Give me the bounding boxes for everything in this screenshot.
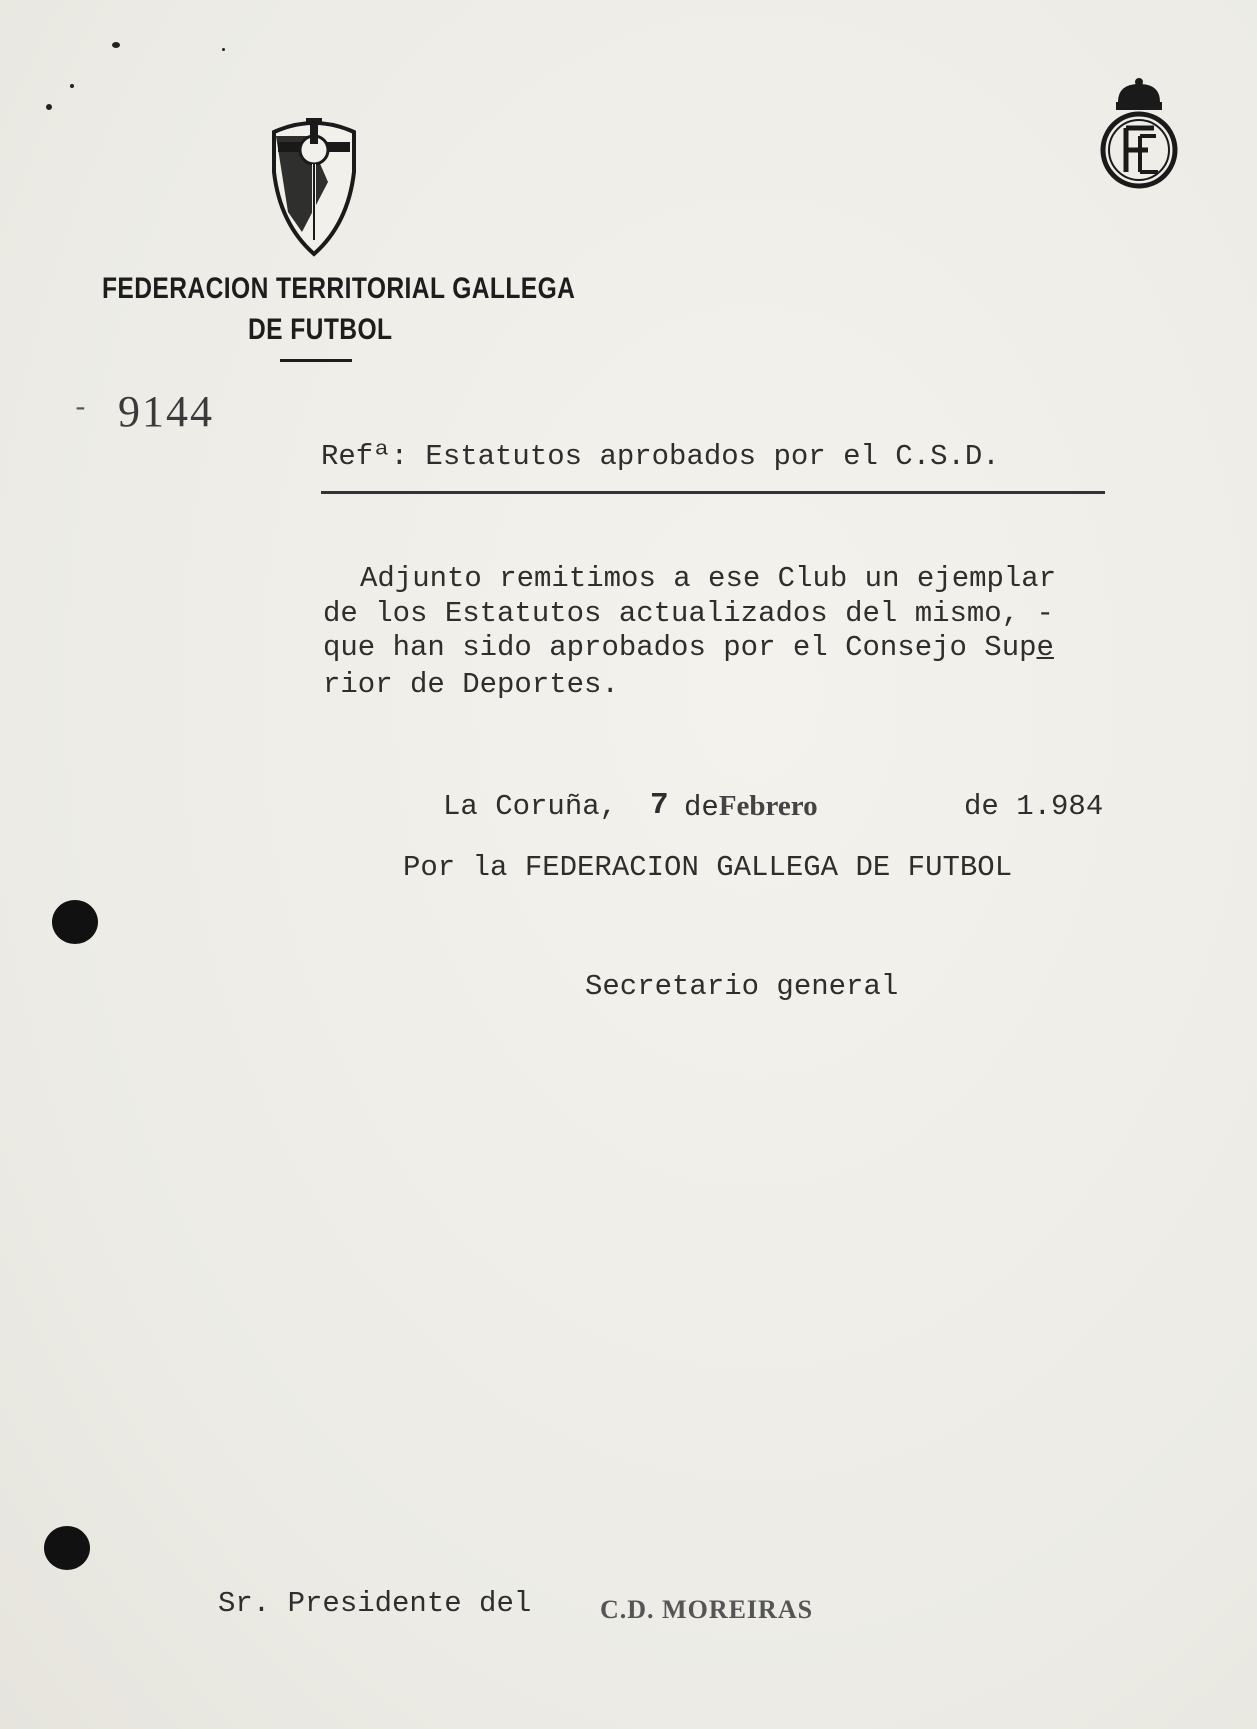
punch-hole (44, 1526, 90, 1570)
file-number-dash: - (72, 394, 89, 425)
signature-title: Secretario general (585, 970, 899, 1003)
letterhead-divider (280, 359, 352, 362)
body-line-underlined-char: e (1036, 631, 1054, 664)
date-day: 7 (650, 788, 669, 823)
reference-underline (321, 491, 1105, 494)
letterhead-subtitle: DE FUTBOL (248, 313, 393, 346)
addressee-prefix: Sr. Presidente del (218, 1587, 532, 1620)
date-place: La Coruña, (443, 790, 618, 823)
galician-federation-shield-icon (268, 112, 360, 258)
ink-speck (46, 104, 52, 110)
body-line-text: que han sido aprobados por el Consejo Sup (323, 631, 1037, 664)
ink-speck (222, 48, 225, 51)
date-month: Febrero (718, 790, 818, 822)
reference-line: Refª: Estatutos aprobados por el C.S.D. (321, 440, 1000, 473)
body-line: de los Estatutos actualizados del mismo, - (323, 597, 1054, 630)
letterhead-title: FEDERACION TERRITORIAL GALLEGA (102, 272, 576, 305)
body-line: Adjunto remitimos a ese Club un ejemplar (360, 562, 1057, 595)
ink-speck (70, 84, 74, 88)
date-de: de (684, 791, 719, 824)
punch-hole (52, 900, 98, 944)
spanish-federation-crown-crest-icon (1096, 76, 1182, 190)
body-line (323, 631, 1054, 664)
file-number: 9144 (118, 387, 214, 436)
ink-speck (112, 42, 120, 48)
addressee-club: C.D. MOREIRAS (600, 1595, 814, 1624)
date-year: de 1.984 (964, 790, 1104, 823)
body-line: rior de Deportes. (323, 668, 619, 701)
date-month-group (684, 790, 818, 824)
signature-on-behalf: Por la FEDERACION GALLEGA DE FUTBOL (403, 851, 1013, 884)
